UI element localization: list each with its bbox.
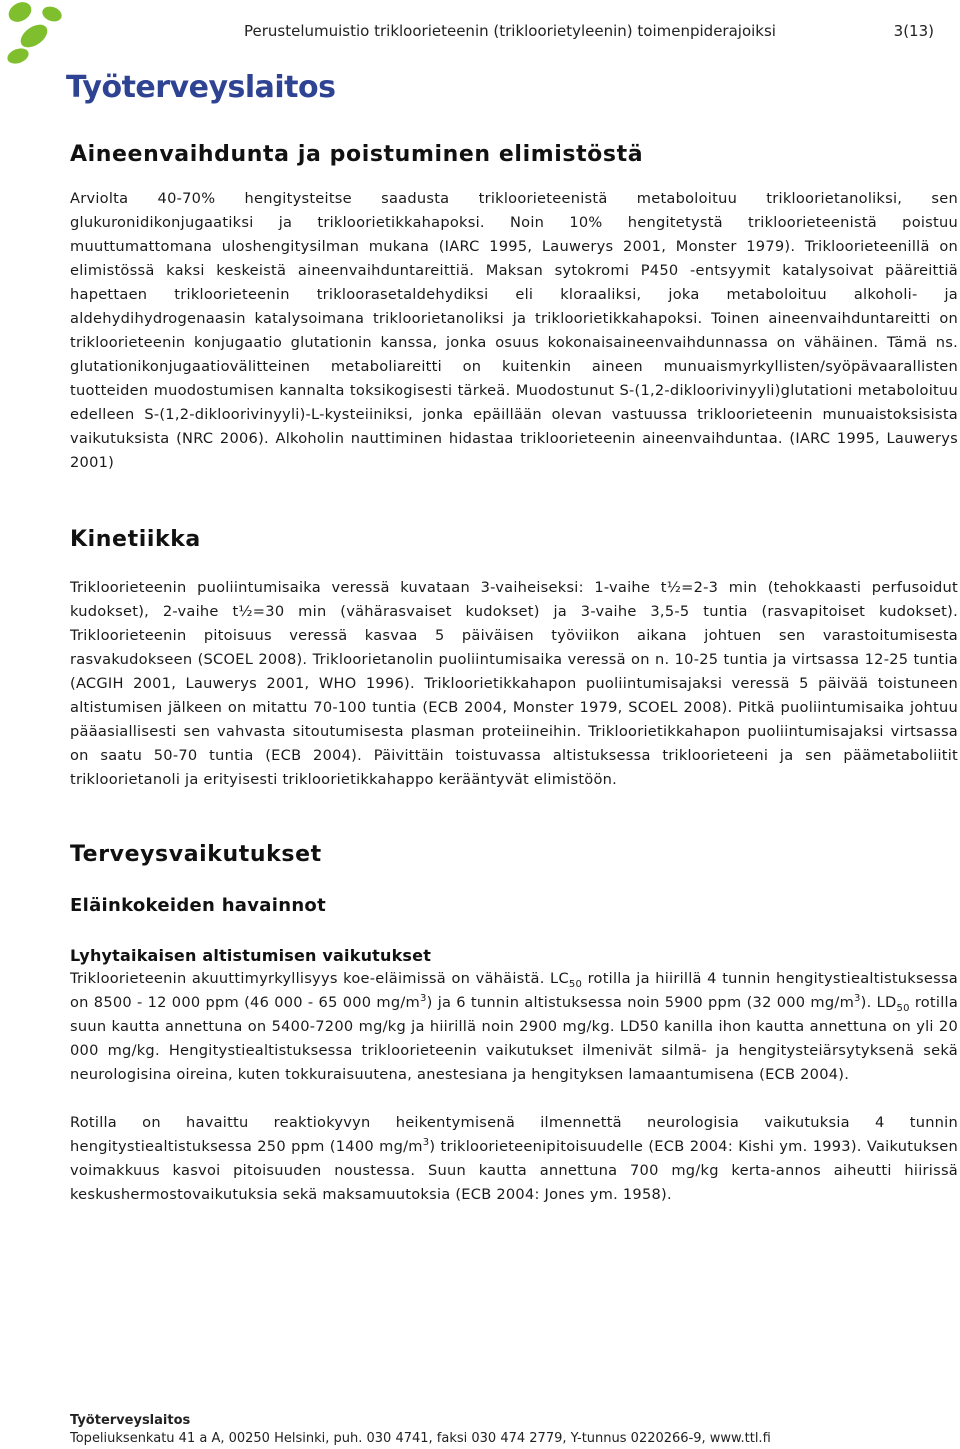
section-heading-metabolism: Aineenvaihdunta ja poistuminen elimistöstä [70, 142, 644, 167]
short-term-paragraph-2: Rotilla on havaittu reaktiokyvyn heikentymisenä ilmennettä neurologisia vaikutuksia 4 tunnin hengitystiealtistuksessa 250 ppm (1400 $mg/m^3$) trikloorieteenipitoisuudelle (ECB 2004: Kishi ym. 1993). Vaikutuksen voimakkuus kasvoi pitoisuuden noustessa. Suun kautta annettuna 700 mg/kg kerta-annos aiheutti hiirissä keskushermostovaikutuksia sekä maksamuutoksia (ECB 2004: Jones ym. 1958). [70, 1114, 958, 1203]
document-body [70, 142, 958, 1207]
logo-text: Työterveyslaitos [66, 70, 336, 105]
document-title: Perustelumuistio trikloorieteenin (trikloorietyleenin) toimenpiderajoiksi [244, 22, 776, 40]
subheading-short-term-exposure: Lyhytaikaisen altistumisen vaikutukset [70, 946, 432, 965]
subheading-animal-findings: Eläinkokeiden havainnot [70, 895, 326, 916]
footer-address: Topeliuksenkatu 41 a A, 00250 Helsinki, puh. 030 4741, faksi 030 474 2779, Y-tunnus 0220266-9, www.ttl.fi [70, 1431, 771, 1446]
short-term-paragraph-1: Trikloorieteenin akuuttimyrkyllisyys koe-eläimissä on vähäistä. $LC_{50}$ rotilla ja hiirillä 4 tunnin hengitystiealtistuksessa on 8500 - 12 000 ppm (46 000 - 65 000 $mg/m^3$) ja 6 tunnin altistuksessa noin 5900 ppm (32 000 $mg/m^3$). $LD_{50}$ rotilla suun kautta annettuna on 5400-7200 mg/kg ja hiirillä noin 2900 mg/kg. LD50 kanilla ihon kautta annettuna on yli 20 000 mg/kg. Hengitystiealtistuksessa trikloorieteenin vaikutukset ilmenivät silmä- ja hengitysteiärsytyksenä sekä neurologisina oireina, kuten tokkuraisuutena, anestesiana ja hengityksen lamaantumisena (ECB 2004). [70, 970, 959, 1083]
ttl-logo [0, 0, 336, 110]
metabolism-paragraph: Arviolta 40-70% hengitysteitse saadusta trikloorieteenistä metaboloituu trikloorietanoliksi, sen glukuronidikonjugaatiksi ja trikloorietikkahapoksi. Noin 10% hengitetystä trikloorieteenistä poistuu muuttumattomana uloshengitysilman mukana (IARC 1995, Lauwerys 2001, Monster 1979). Trikloorieteenillä on elimistössä kaksi keskeistä aineenvaihduntareittiä. Maksan sytokromi P450 -entsyymit katalysoivat pääreittiä hapettaen trikloorieteenin trikloorasetaldehydiksi eli kloraaliksi, joka metaboloituu alkoholi- ja aldehydihydrogenaasin katalysoimana trikloorietanoliksi ja trikloorietikkahapoksi. Toinen aineenvaihduntareitti on trikloorieteenin konjugaatio glutationin kanssa, jonka osuus kokonaisaineenvaihdunnassa on vähäinen. Tämä ns. glutationikonjugaatiovälitteinen metaboliareitti on kuitenkin aineen munuaismyrkyllisten/syöpävaarallisten tuotteiden muodostumisen kannalta toksikogisesti tärkeä. Muodostunut S-(1,2-dikloorivinyyli)glutationi metaboloituu edelleen S-(1,2-dikloorivinyyli)-L-kysteiiniksi, jonka epäillään olevan vastuussa trikloorieteenin munuaistoksisista vaikutuksista (NRC 2006). Alkoholin nauttiminen hidastaa trikloorieteenin aineenvaihduntaa. (IARC 1995, Lauwerys 2001) [70, 190, 958, 471]
section-heading-health-effects: Terveysvaikutukset [70, 842, 322, 867]
section-heading-kinetics: Kinetiikka [70, 527, 201, 552]
footer-org: Työterveyslaitos [70, 1413, 191, 1428]
kinetics-paragraph: Trikloorieteenin puoliintumisaika veressä kuvataan 3-vaiheiseksi: 1-vaihe t½=2-3 min (tehokkaasti perfusoidut kudokset), 2-vaihe t½=30 min (vähärasvaiset kudokset) ja 3-vaihe 3,5-5 tuntia (rasvapitoiset kudokset). Trikloorieteenin pitoisuus veressä kasvaa 5 päiväisen työviikon aikana johtuen sen varastoitumisesta rasvakudokseen (SCOEL 2008). Trikloorietanolin puoliintumisaika veressä on n. 10-25 tuntia ja virtsassa 12-25 tuntia (ACGIH 2001, Lauwerys 2001, WHO 1996). Trikloorietikkahapon puoliintumisajaksi veressä 5 päivää toistuneen altistumisen jälkeen on mitattu 70-100 tuntia (ECB 2004, Monster 1979, SCOEL 2008). Pitkä puoliintumisaika johtuu pääasiallisesti sen vahvasta sitoutumisesta plasman proteiineihin. Trikloorietikkahapon puoliintumisajaksi virtsassa on saatu 50-70 tuntia (ECB 2004). Päivittäin toistuvassa altistuksessa trikloorieteeni ja sen päämetaboliitit trikloorietanoli ja erityisesti trikloorietikkahappo kerääntyvät elimistöön. [70, 579, 958, 788]
page-number: 3(13) [893, 22, 934, 40]
page-footer [70, 1412, 771, 1448]
